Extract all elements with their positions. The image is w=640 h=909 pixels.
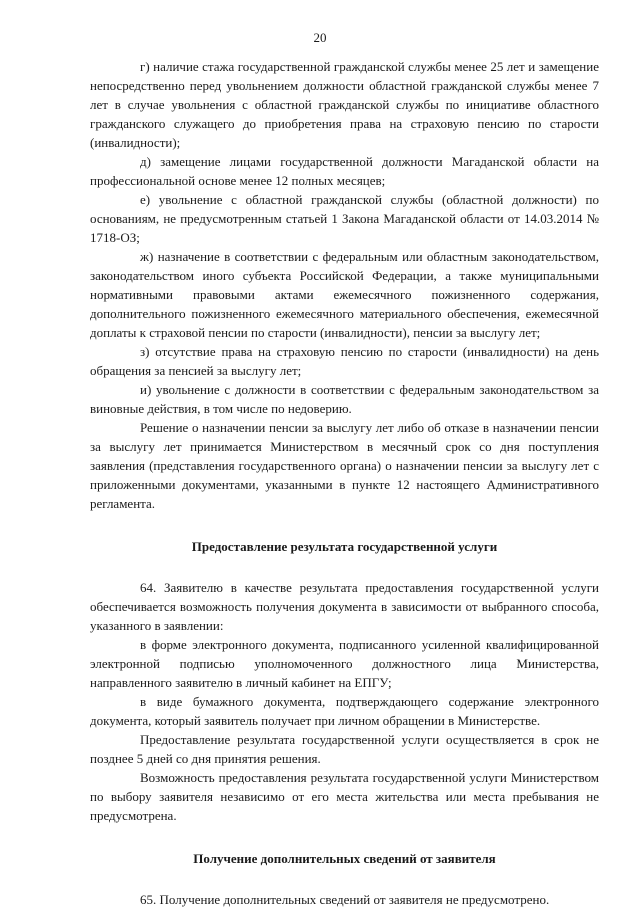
paragraph-possibility: Возможность предоставления результата государственной услуги Министерством по выбору заявителя независимо от его места жительства или места пребывания не предусмотрена. (90, 770, 599, 823)
paragraph-g: г) наличие стажа государственной гражданской службы менее 25 лет и замещение непосредственно перед увольнением должности областной гражданской службы менее 7 лет в случае увольнения с областной гражданской службы по инициативе областного гражданского служащего до приобретения права на страховую пенсию по старости (инвалидности); (90, 59, 599, 150)
paragraph-65: 65. Получение дополнительных сведений от заявителя не предусмотрено. (140, 892, 550, 907)
page-number: 20 (313, 30, 327, 45)
paragraph-i: и) увольнение с должности в соответствии с федеральным законодательством за виновные действия, в том числе по недоверию. (90, 382, 599, 416)
section-heading-additional-info: Получение дополнительных сведений от заявителя (193, 851, 496, 866)
paragraph-e: е) увольнение с областной гражданской службы (областной должности) по основаниям, не предусмотренным статьей 1 Закона Магаданской области от 14.03.2014 № 1718-ОЗ; (90, 192, 599, 245)
paragraph-64: 64. Заявителю в качестве результата предоставления государственной услуги обеспечивается возможность получения документа в зависимости от выбранного способа, указанного в заявлении: (90, 580, 599, 633)
paragraph-term: Предоставление результата государственной услуги осуществляется в срок не позднее 5 дней со дня принятия решения. (90, 732, 599, 766)
paragraph-paper-form: в виде бумажного документа, подтверждающего содержание электронного документа, который заявитель получает при личном обращении в Министерстве. (90, 694, 599, 728)
paragraph-zh: ж) назначение в соответствии с федеральным или областным законодательством, законодательством иного субъекта Российской Федерации, а также муниципальными нормативными правовыми актами ежемесячного пожизненного содержания, дополнительного пожизненного ежемесячного материального обеспечения, ежемесячной доплаты к страховой пенсии по старости (инвалидности), пенсии за выслугу лет; (90, 249, 599, 340)
paragraph-electronic-form: в форме электронного документа, подписанного усиленной квалифицированной электронной подписью уполномоченного должностного лица Министерства, направленного заявителю в личный кабинет на ЕПГУ; (90, 637, 599, 690)
paragraph-d: д) замещение лицами государственной должности Магаданской области на профессиональной основе менее 12 полных месяцев; (90, 154, 599, 188)
paragraph-z: з) отсутствие права на страховую пенсию по старости (инвалидности) на день обращения за пенсией за выслугу лет; (90, 344, 599, 378)
document-body (90, 57, 599, 909)
section-heading-result: Предоставление результата государственной услуги (191, 539, 498, 554)
paragraph-decision: Решение о назначении пенсии за выслугу лет либо об отказе в назначении пенсии за выслугу лет принимается Министерством в месячный срок со дня поступления заявления (представления государственного органа) о назначении пенсии за выслугу лет с приложенными документами, указанными в пункте 12 настоящего Административного регламента. (90, 420, 599, 511)
